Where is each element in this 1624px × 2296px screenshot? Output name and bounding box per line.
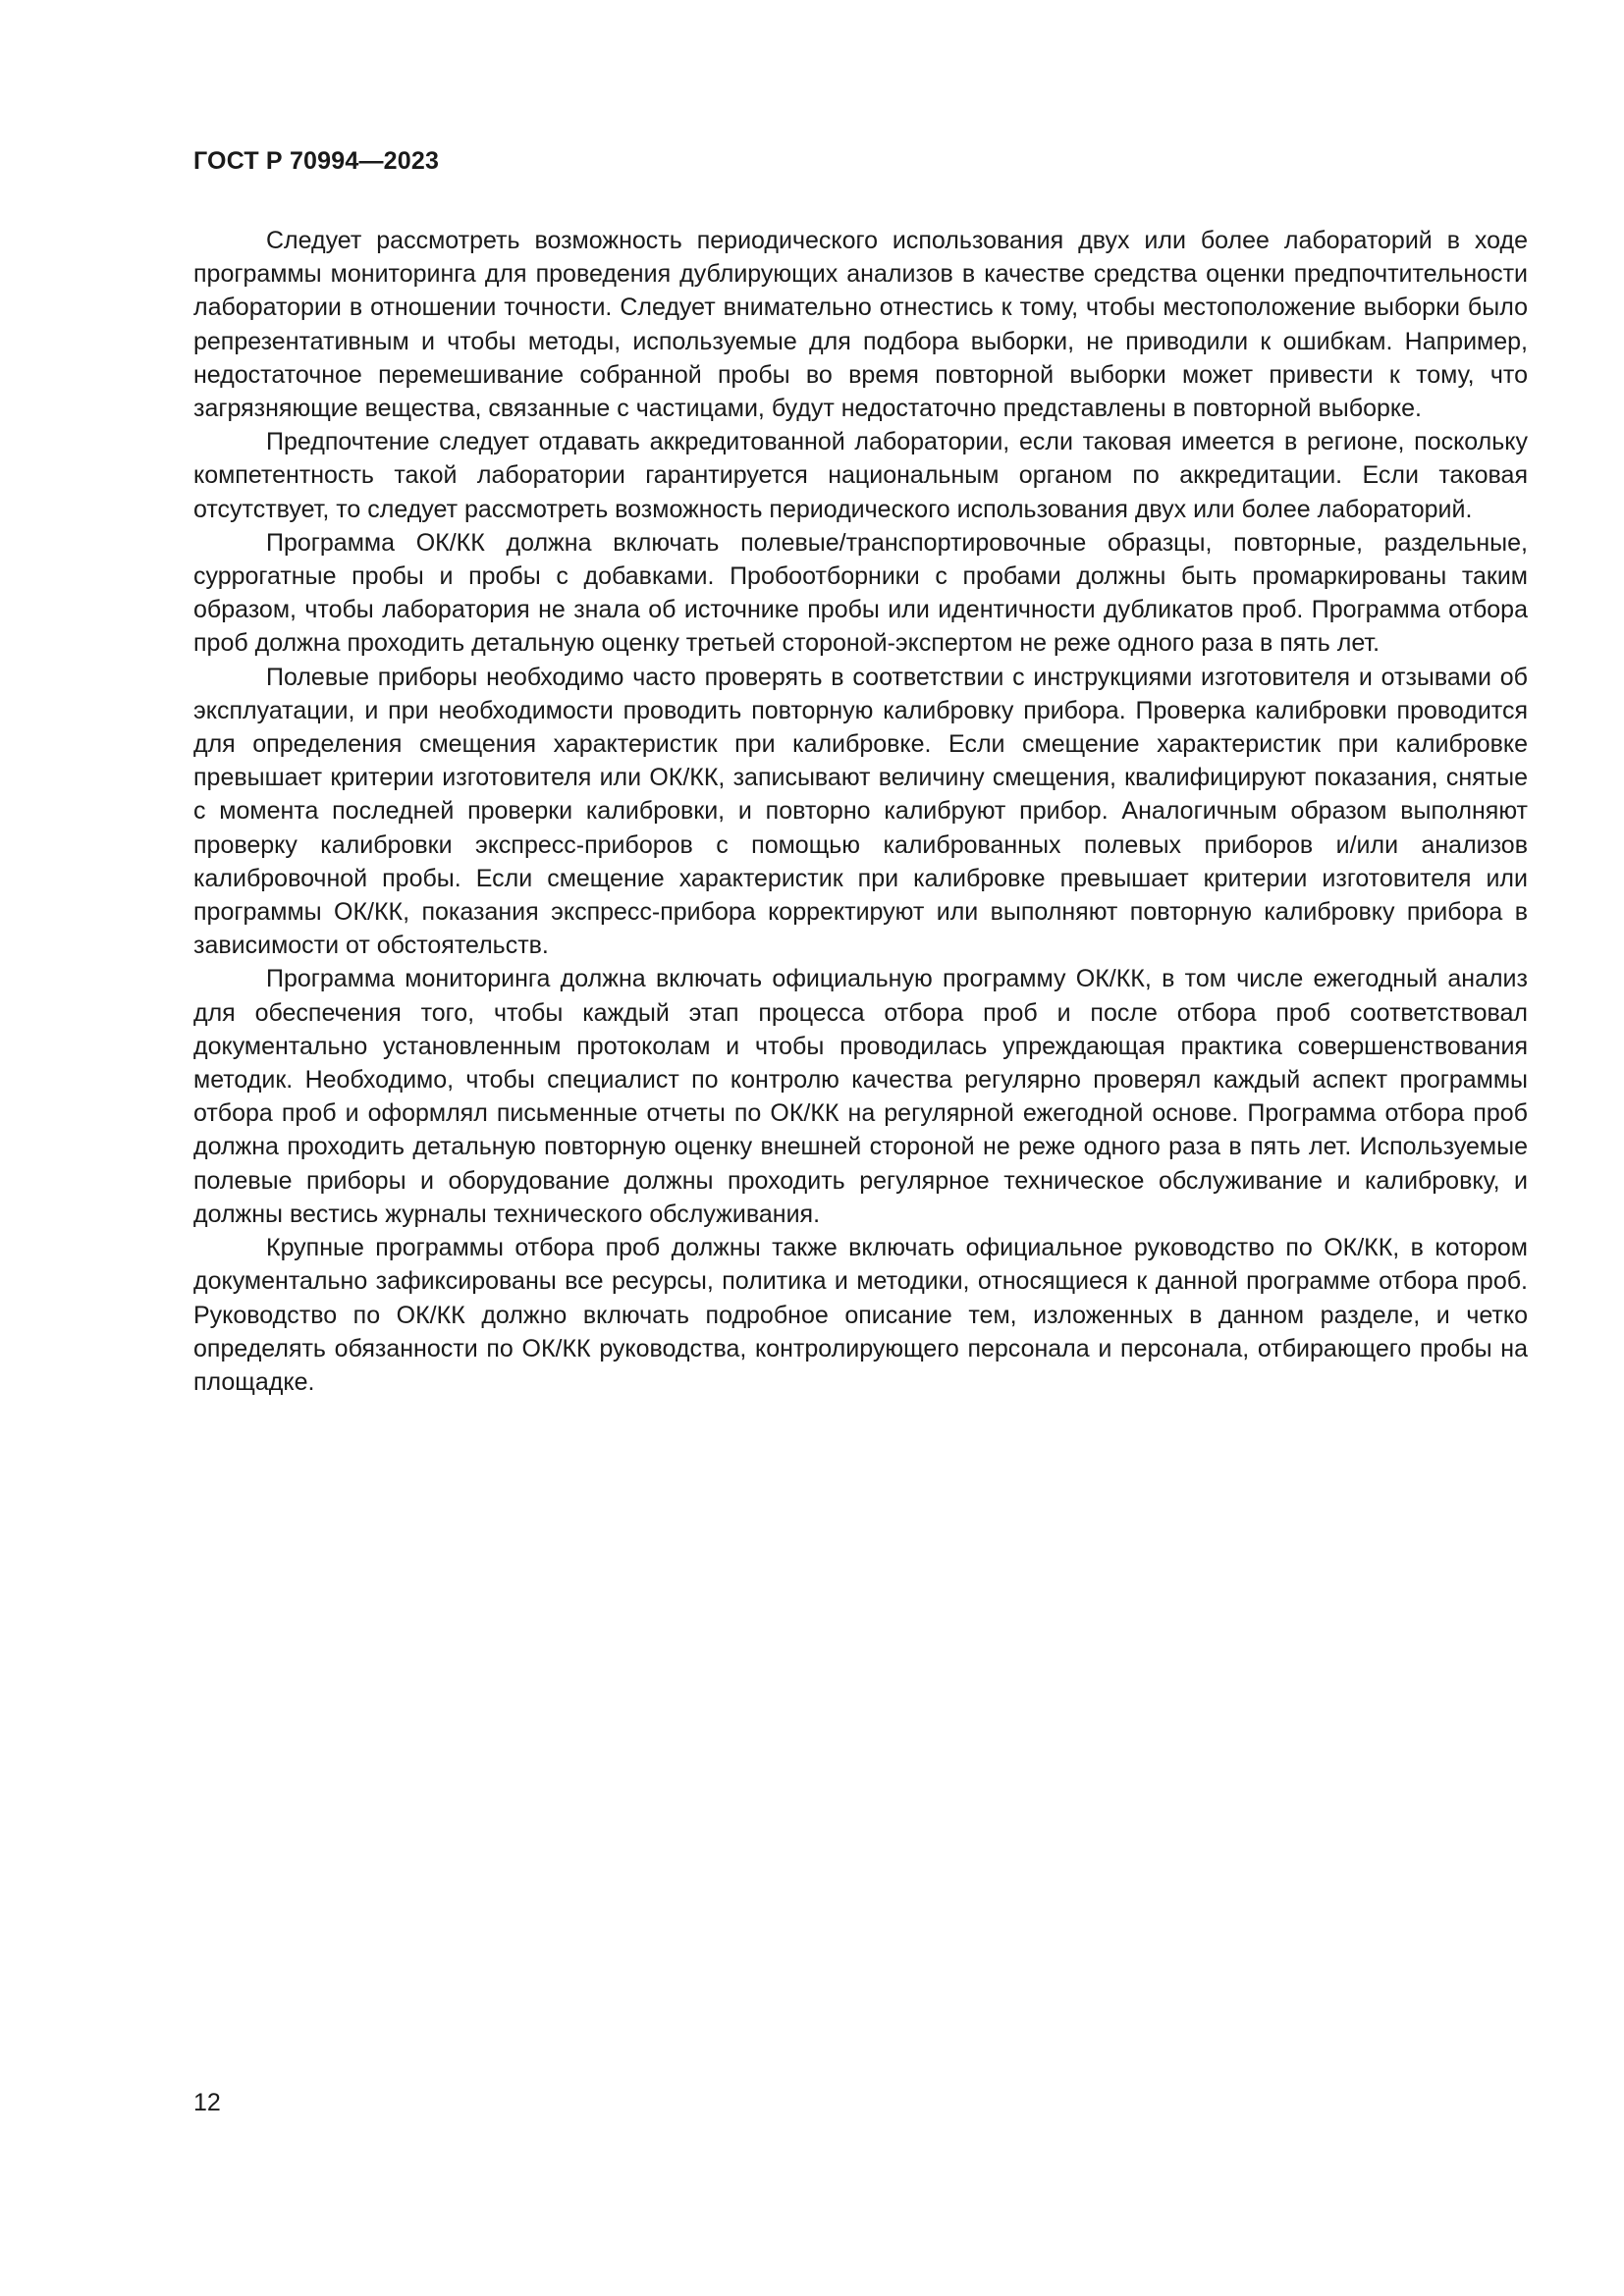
paragraph-field-instruments: Полевые приборы необходимо часто проверять в соответствии с инструкциями изготовителя и отзывами об эксплуатации, и при необходимости проводить повторную калибровку прибора. Проверка калибровки проводится для определения смещения характеристик при калибровке. Если смещение характеристик при калибровке превышает критерии изготовителя или ОК/КК, записывают величину смещения, квалифицируют показания, снятые с момента последней проверки калибровки, и повторно калибруют прибор. Аналогичным образом выполняют проверку калибровки экспресс-приборов с помощью калиброванных полевых приборов и/или анализов калибровочной пробы. Если смещение характеристик при калибровке превышает критерии изготовителя или программы ОК/КК, показания экспресс-прибора корректируют или выполняют повторную калибровку прибора в зависимости от обстоятельств. [193, 663, 1528, 960]
paragraph-monitoring-program: Программа мониторинга должна включать официальную программу ОК/КК, в том числе ежегодный анализ для обеспечения того, чтобы каждый этап процесса отбора проб и после отбора проб соответствовал документально установленным протоколам и чтобы проводилась упреждающая практика совершенствования методик. Необходимо, чтобы специалист по контролю качества регулярно проверял каждый аспект программы отбора проб и оформлял письменные отчеты по ОК/КК на регулярной ежегодной основе. Программа отбора проб должна проходить детальную повторную оценку внешней стороной не реже одного раза в пять лет. Используемые полевые приборы и оборудование должны проходить регулярное техническое обслуживание и калибровку, и должны вестись журналы технического обслуживания. [193, 965, 1528, 1228]
paragraph-qa-qc-manual: Крупные программы отбора проб должны также включать официальное руководство по ОК/КК, в котором документально зафиксированы все ресурсы, политика и методики, относящиеся к данной программе отбора проб. Руководство по ОК/КК должно включать подробное описание тем, изложенных в данном разделе, и четко определять обязанности по ОК/КК руководства, контролирующего персонала и персонала, отбирающего пробы на площадке. [193, 1234, 1528, 1396]
paragraph-accredited-lab: Предпочтение следует отдавать аккредитованной лаборатории, если таковая имеется в регионе, поскольку компетентность такой лаборатории гарантируется национальным органом по аккредитации. Если таковая отсутствует, то следует рассмотреть возможность периодического использования двух или более лабораторий. [193, 428, 1528, 523]
paragraph-lab-duplicates: Следует рассмотреть возможность периодического использования двух или более лабораторий в ходе программы мониторинга для проведения дублирующих анализов в качестве средства оценки предпочтительности лаборатории в отношении точности. Следует внимательно отнестись к тому, чтобы местоположение выборки было репрезентативным и чтобы методы, используемые для подбора выборки, не приводили к ошибкам. Например, недостаточное перемешивание собранной пробы во время повторной выборки может привести к тому, что загрязняющие вещества, связанные с частицами, будут недостаточно представлены в повторной выборке. [193, 227, 1528, 423]
page-number: 12 [193, 2089, 221, 2116]
standard-code-header: ГОСТ Р 70994—2023 [193, 147, 440, 175]
paragraph-qa-qc-program: Программа ОК/КК должна включать полевые/транспортировочные образцы, повторные, раздельные, суррогатные пробы и пробы с добавками. Пробоотборники с пробами должны быть промаркированы таким образом, чтобы лаборатория не знала об источнике пробы или идентичности дубликатов проб. Программа отбора проб должна проходить детальную оценку третьей стороной-экспертом не реже одного раза в пять лет. [193, 528, 1528, 658]
document-body [193, 224, 1528, 1399]
